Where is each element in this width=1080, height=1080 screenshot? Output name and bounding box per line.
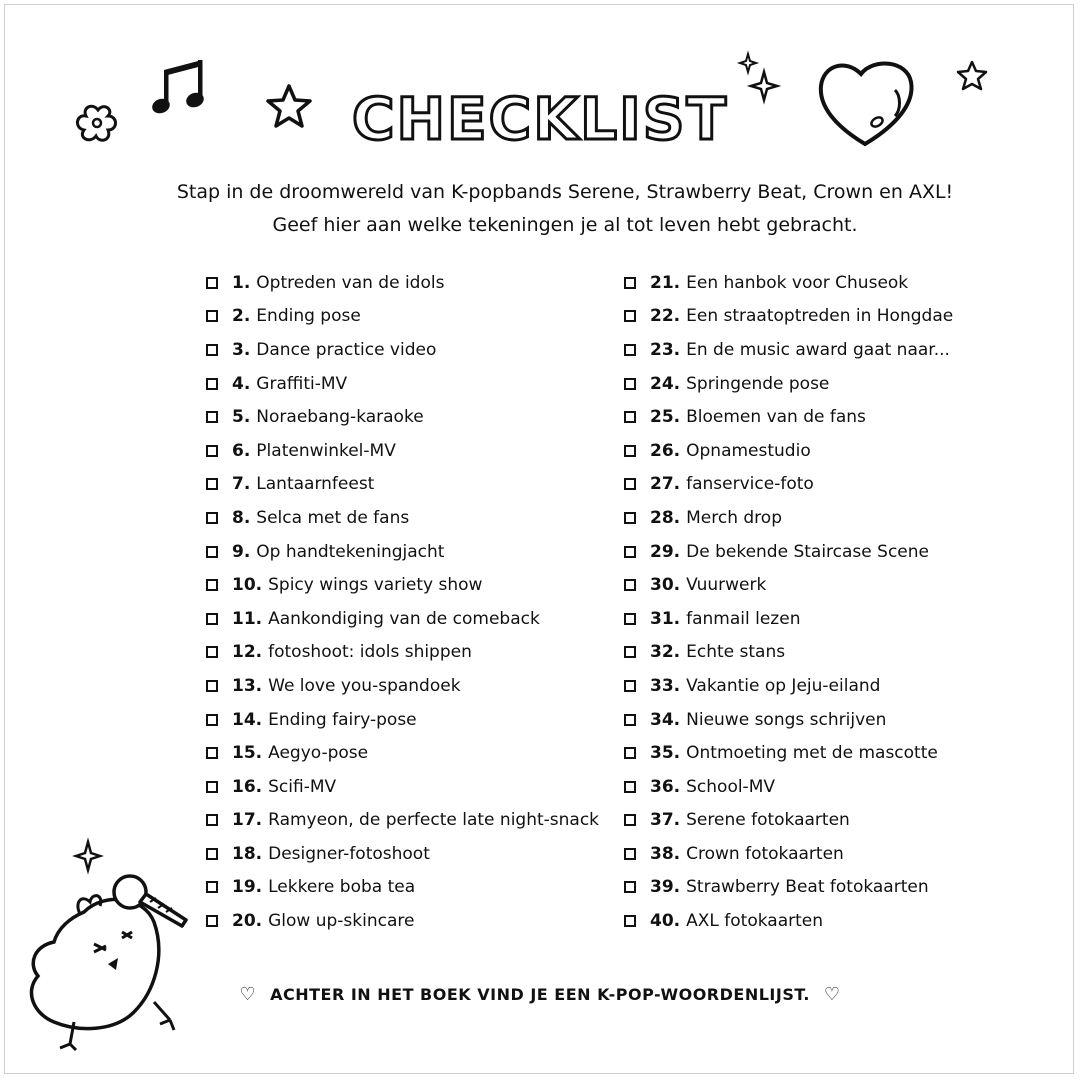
item-label: fotoshoot: idols shippen bbox=[268, 642, 472, 663]
item-number: 37. bbox=[650, 810, 681, 831]
checklist-item bbox=[624, 535, 953, 569]
checkbox[interactable] bbox=[206, 613, 218, 625]
checklist-item bbox=[206, 266, 599, 300]
checklist-item bbox=[206, 804, 599, 838]
checklist-item bbox=[624, 501, 953, 535]
item-number: 22. bbox=[650, 306, 681, 327]
checklist-item bbox=[206, 736, 599, 770]
item-label: fanservice-foto bbox=[686, 474, 814, 495]
checklist-item bbox=[206, 636, 599, 670]
checklist-item bbox=[206, 770, 599, 804]
checkbox[interactable] bbox=[206, 881, 218, 893]
item-number: 30. bbox=[650, 575, 681, 596]
checkbox[interactable] bbox=[624, 512, 636, 524]
item-label: Noraebang-karaoke bbox=[256, 407, 424, 428]
item-number: 5. bbox=[232, 407, 251, 428]
item-label: Aegyo-pose bbox=[268, 743, 369, 764]
item-number: 33. bbox=[650, 675, 681, 696]
microphone-icon bbox=[108, 870, 198, 940]
item-number: 39. bbox=[650, 877, 681, 898]
music-note-icon bbox=[150, 52, 216, 118]
checkbox[interactable] bbox=[206, 277, 218, 289]
item-number: 27. bbox=[650, 474, 681, 495]
item-number: 16. bbox=[232, 776, 263, 797]
checklist-item bbox=[206, 501, 599, 535]
item-label: Graffiti-MV bbox=[256, 373, 348, 394]
checkbox[interactable] bbox=[206, 579, 218, 591]
item-number: 6. bbox=[232, 440, 251, 461]
item-label: Designer-fotoshoot bbox=[268, 843, 430, 864]
item-number: 21. bbox=[650, 272, 681, 293]
item-number: 3. bbox=[232, 339, 251, 360]
checkbox[interactable] bbox=[206, 680, 218, 692]
checkbox[interactable] bbox=[624, 478, 636, 490]
item-label: School-MV bbox=[686, 776, 775, 797]
checklist-item bbox=[206, 367, 599, 401]
item-number: 9. bbox=[232, 541, 251, 562]
checklist-item bbox=[624, 736, 953, 770]
item-label: Crown fotokaarten bbox=[686, 843, 844, 864]
item-label: Platenwinkel-MV bbox=[256, 440, 396, 461]
checklist-item bbox=[206, 568, 599, 602]
item-label: Lekkere boba tea bbox=[268, 877, 416, 898]
checklist-item bbox=[206, 837, 599, 871]
item-number: 7. bbox=[232, 474, 251, 495]
checkbox[interactable] bbox=[206, 546, 218, 558]
checklist-item bbox=[624, 367, 953, 401]
checkbox[interactable] bbox=[624, 848, 636, 860]
checklist-item bbox=[206, 535, 599, 569]
item-number: 29. bbox=[650, 541, 681, 562]
item-label: Spicy wings variety show bbox=[268, 575, 483, 596]
checklist-item bbox=[206, 434, 599, 468]
intro-line-1: Stap in de droomwereld van K-popbands Serene, Strawberry Beat, Crown en AXL! bbox=[176, 181, 954, 203]
item-number: 1. bbox=[232, 272, 251, 293]
item-label: Opnamestudio bbox=[686, 440, 811, 461]
item-label: Strawberry Beat fotokaarten bbox=[686, 877, 929, 898]
checklist-item bbox=[624, 871, 953, 905]
item-number: 23. bbox=[650, 339, 681, 360]
item-number: 24. bbox=[650, 373, 681, 394]
checkbox[interactable] bbox=[624, 781, 636, 793]
star-small-icon bbox=[956, 60, 988, 92]
checklist-item bbox=[624, 568, 953, 602]
item-number: 32. bbox=[650, 642, 681, 663]
item-label: Ending pose bbox=[256, 306, 361, 327]
checklist-item bbox=[206, 400, 599, 434]
item-label: Ending fairy-pose bbox=[268, 709, 417, 730]
item-number: 40. bbox=[650, 911, 681, 932]
checkbox[interactable] bbox=[624, 814, 636, 826]
item-label: Aankondiging van de comeback bbox=[268, 608, 540, 629]
item-label: Lantaarnfeest bbox=[256, 474, 375, 495]
checklist-item bbox=[624, 602, 953, 636]
checklist-item bbox=[624, 669, 953, 703]
checklist-item bbox=[206, 468, 599, 502]
item-number: 20. bbox=[232, 911, 263, 932]
checkbox[interactable] bbox=[624, 445, 636, 457]
checkbox[interactable] bbox=[624, 546, 636, 558]
checkbox[interactable] bbox=[206, 512, 218, 524]
checklist-item bbox=[624, 400, 953, 434]
checklist-column-right bbox=[624, 266, 953, 938]
intro-line-2: Geef hier aan welke tekeningen je al tot leven hebt gebracht. bbox=[272, 214, 858, 236]
checklist-item bbox=[206, 333, 599, 367]
checkbox[interactable] bbox=[206, 747, 218, 759]
item-label: Serene fotokaarten bbox=[686, 810, 850, 831]
item-label: Ontmoeting met de mascotte bbox=[686, 743, 938, 764]
item-number: 31. bbox=[650, 608, 681, 629]
heart-outline-icon: ♡ bbox=[239, 984, 257, 1005]
checklist-item bbox=[624, 468, 953, 502]
item-label: Merch drop bbox=[686, 507, 782, 528]
item-number: 11. bbox=[232, 608, 263, 629]
item-label: Ramyeon, de perfecte late night-snack bbox=[268, 810, 600, 831]
item-number: 35. bbox=[650, 743, 681, 764]
item-label: Dance practice video bbox=[256, 339, 437, 360]
item-number: 34. bbox=[650, 709, 681, 730]
item-label: Een straatoptreden in Hongdae bbox=[686, 306, 954, 327]
checkbox[interactable] bbox=[624, 747, 636, 759]
checkbox[interactable] bbox=[206, 814, 218, 826]
checkbox[interactable] bbox=[624, 646, 636, 658]
checklist-item bbox=[624, 266, 953, 300]
checkbox[interactable] bbox=[206, 378, 218, 390]
item-number: 19. bbox=[232, 877, 263, 898]
checkbox[interactable] bbox=[624, 680, 636, 692]
checklist-item bbox=[624, 300, 953, 334]
checkbox[interactable] bbox=[206, 310, 218, 322]
checkbox[interactable] bbox=[206, 915, 218, 927]
checkbox[interactable] bbox=[624, 579, 636, 591]
page-title: CHECKLIST bbox=[351, 85, 729, 153]
checkbox[interactable] bbox=[624, 378, 636, 390]
checkbox[interactable] bbox=[206, 411, 218, 423]
checkbox[interactable] bbox=[624, 277, 636, 289]
checklist-item bbox=[624, 434, 953, 468]
item-number: 12. bbox=[232, 642, 263, 663]
item-label: Springende pose bbox=[686, 373, 830, 394]
checkbox[interactable] bbox=[624, 310, 636, 322]
item-number: 4. bbox=[232, 373, 251, 394]
item-number: 14. bbox=[232, 709, 263, 730]
item-label: fanmail lezen bbox=[686, 608, 801, 629]
checklist-item bbox=[624, 804, 953, 838]
checkbox[interactable] bbox=[206, 478, 218, 490]
heart-icon bbox=[815, 56, 917, 150]
checkbox[interactable] bbox=[624, 714, 636, 726]
item-label: Op handtekeningjacht bbox=[256, 541, 445, 562]
footer-text: ACHTER IN HET BOEK VIND JE EEN K-POP-WOORDENLIJST. bbox=[270, 985, 810, 1004]
checkbox[interactable] bbox=[624, 411, 636, 423]
item-number: 25. bbox=[650, 407, 681, 428]
item-number: 10. bbox=[232, 575, 263, 596]
item-label: Echte stans bbox=[686, 642, 786, 663]
item-number: 8. bbox=[232, 507, 251, 528]
checklist-item bbox=[206, 669, 599, 703]
checklist-item bbox=[206, 703, 599, 737]
item-label: Een hanbok voor Chuseok bbox=[686, 272, 909, 293]
item-label: De bekende Staircase Scene bbox=[686, 541, 929, 562]
checkbox[interactable] bbox=[206, 646, 218, 658]
checkbox[interactable] bbox=[624, 613, 636, 625]
item-number: 15. bbox=[232, 743, 263, 764]
checklist-item bbox=[624, 333, 953, 367]
item-label: Selca met de fans bbox=[256, 507, 410, 528]
checklist-item bbox=[624, 837, 953, 871]
item-number: 36. bbox=[650, 776, 681, 797]
checkbox[interactable] bbox=[206, 445, 218, 457]
intro-text bbox=[100, 176, 1030, 242]
item-label: AXL fotokaarten bbox=[686, 911, 823, 932]
item-number: 38. bbox=[650, 843, 681, 864]
item-label: We love you-spandoek bbox=[268, 675, 461, 696]
item-number: 28. bbox=[650, 507, 681, 528]
item-label: Nieuwe songs schrijven bbox=[686, 709, 887, 730]
checklist-item bbox=[206, 904, 599, 938]
checklist-item bbox=[206, 602, 599, 636]
checkbox[interactable] bbox=[624, 881, 636, 893]
item-number: 13. bbox=[232, 675, 263, 696]
checkbox[interactable] bbox=[206, 714, 218, 726]
item-number: 26. bbox=[650, 440, 681, 461]
item-label: Glow up-skincare bbox=[268, 911, 415, 932]
item-label: Bloemen van de fans bbox=[686, 407, 866, 428]
checkbox[interactable] bbox=[624, 344, 636, 356]
item-label: Optreden van de idols bbox=[256, 272, 445, 293]
heart-outline-icon: ♡ bbox=[823, 984, 841, 1005]
footer-note bbox=[0, 984, 1080, 1005]
flower-icon bbox=[76, 104, 120, 144]
item-number: 2. bbox=[232, 306, 251, 327]
item-label: Vakantie op Jeju-eiland bbox=[686, 675, 881, 696]
checkbox[interactable] bbox=[206, 781, 218, 793]
item-label: Scifi-MV bbox=[268, 776, 337, 797]
checkbox[interactable] bbox=[206, 848, 218, 860]
checklist-item bbox=[206, 300, 599, 334]
checkbox[interactable] bbox=[624, 915, 636, 927]
sparkle-icon bbox=[74, 840, 102, 872]
checklist-item bbox=[624, 904, 953, 938]
checklist-item bbox=[624, 770, 953, 804]
checkbox[interactable] bbox=[206, 344, 218, 356]
checklist-item bbox=[624, 636, 953, 670]
item-label: Vuurwerk bbox=[686, 575, 767, 596]
checklist-item bbox=[624, 703, 953, 737]
item-number: 17. bbox=[232, 810, 263, 831]
checklist-item bbox=[206, 871, 599, 905]
item-number: 18. bbox=[232, 843, 263, 864]
checklist-column-left bbox=[206, 266, 599, 938]
item-label: En de music award gaat naar... bbox=[686, 339, 950, 360]
